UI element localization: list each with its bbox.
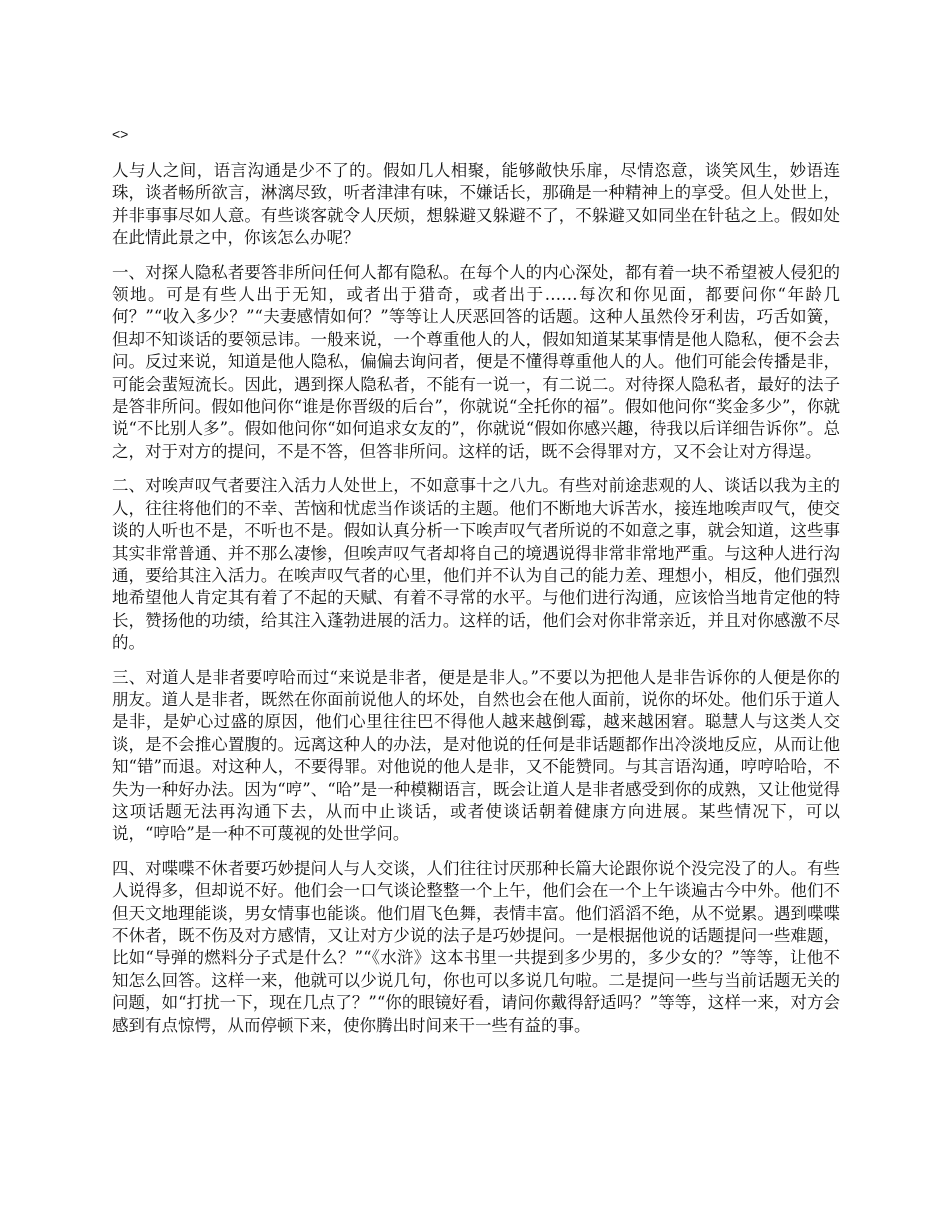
section-1-paragraph: 一、对探人隐私者要答非所问任何人都有隐私。在每个人的内心深处，都有着一块不希望被人侵犯的领地。可是有些人出于无知，或者出于猎奇，或者出于……每次和你见面，都要问你“年龄几何？”“收入多少？”“夫妻感情如何？”等等让人厌恶回答的话题。这种人虽然伶牙利齿，巧舌如簧，但却不知谈话的要领忌讳。一般来说，一个尊重他人的人，假如知道某某事情是他人隐私，便不会去问。反过来说，知道是他人隐私，偏偏去询问者，便是不懂得尊重他人的人。他们可能会传播是非，可能会蜚短流长。因此，遇到探人隐私者，不能有一说一，有二说二。对待探人隐私者，最好的法子是答非所问。假如他问你“谁是你晋级的后台”，你就说“全托你的福”。假如他问你“奖金多少”，你就说“不比别人多”。假如他问你“如何追求女友的”，你就说“假如你感兴趣，待我以后详细告诉你”。总之，对于对方的提问，不是不答，但答非所问。这样的话，既不会得罪对方，又不会让对方得逞。	[112, 262, 840, 461]
section-4-paragraph: 四、对喋喋不休者要巧妙提问人与人交谈，人们往往讨厌那种长篇大论跟你说个没完没了的人。有些人说得多，但却说不好。他们会一口气谈论整整一个上午，他们会在一个上午谈遍古今中外。他们不但天文地理能谈，男女情事也能谈。他们眉飞色舞，表情丰富。他们滔滔不绝，从不觉累。遇到喋喋不休者，既不伤及对方感情，又让对方少说的法子是巧妙提问。一是根据他说的话题提问一些难题，比如“导弹的燃料分子式是什么？”“《水浒》这本书里一共提到多少男的，多少女的？”等等，让他不知怎么回答。这样一来，他就可以少说几句，你也可以多说几句啦。二是提问一些与当前话题无关的问题，如“打扰一下，现在几点了？”“你的眼镜好看，请问你戴得舒适吗？”等等，这样一来，对方会感到有点惊愕，从而停顿下来，使你腾出时间来干一些有益的事。	[112, 858, 840, 1035]
document-page	[112, 124, 840, 1049]
section-2-paragraph: 二、对唉声叹气者要注入活力人处世上，不如意事十之八九。有些对前途悲观的人、谈话以我为主的人，往往将他们的不幸、苦恼和忧虑当作谈话的主题。他们不断地大诉苦水，接连地唉声叹气，使交谈的人听也不是，不听也不是。假如认真分析一下唉声叹气者所说的不如意之事，就会知道，这些事其实非常普通、并不那么凄惨，但唉声叹气者却将自己的境遇说得非常非常地严重。与这种人进行沟通，要给其注入活力。在唉声叹气者的心里，他们并不认为自己的能力差、理想小，相反，他们强烈地希望他人肯定其有着了不起的天赋、有着不寻常的水平。与他们进行沟通，应该恰当地肯定他的特长，赞扬他的功绩，给其注入蓬勃进展的活力。这样的话，他们会对你非常亲近，并且对你感激不尽的。	[112, 476, 840, 653]
section-3-paragraph: 三、对道人是非者要哼哈而过“来说是非者，便是是非人。”不要以为把他人是非告诉你的人便是你的朋友。道人是非者，既然在你面前说他人的坏处，自然也会在他人面前，说你的坏处。他们乐于道人是非，是妒心过盛的原因，他们心里往往巴不得他人越来越倒霉，越来越困窘。聪慧人与这类人交谈，是不会推心置腹的。远离这种人的办法，是对他说的任何是非话题都作出冷淡地反应，从而让他知“错”而退。对这种人，不要得罪。对他说的他人是非，又不能赞同。与其言语沟通，哼哼哈哈，不失为一种好办法。因为“哼”、“哈”是一种模糊语言，既会让道人是非者感受到你的成熟，又让他觉得这项话题无法再沟通下去，从而中止谈话，或者使谈话朝着健康方向进展。某些情况下，可以说，“哼哈”是一种不可蔑视的处世学问。	[112, 667, 840, 844]
document-marker: <>	[112, 126, 129, 142]
intro-paragraph: 人与人之间，语言沟通是少不了的。假如几人相聚，能够敞快乐扉，尽情恣意，谈笑风生，妙语连珠，谈者畅所欲言，淋漓尽致，听者津津有味，不嫌话长，那确是一种精神上的享受。但人处世上，并非事事尽如人意。有些谈客就令人厌烦，想躲避又躲避不了，不躲避又如同坐在针毡之上。假如处在此情此景之中，你该怎么办呢？	[112, 161, 840, 248]
